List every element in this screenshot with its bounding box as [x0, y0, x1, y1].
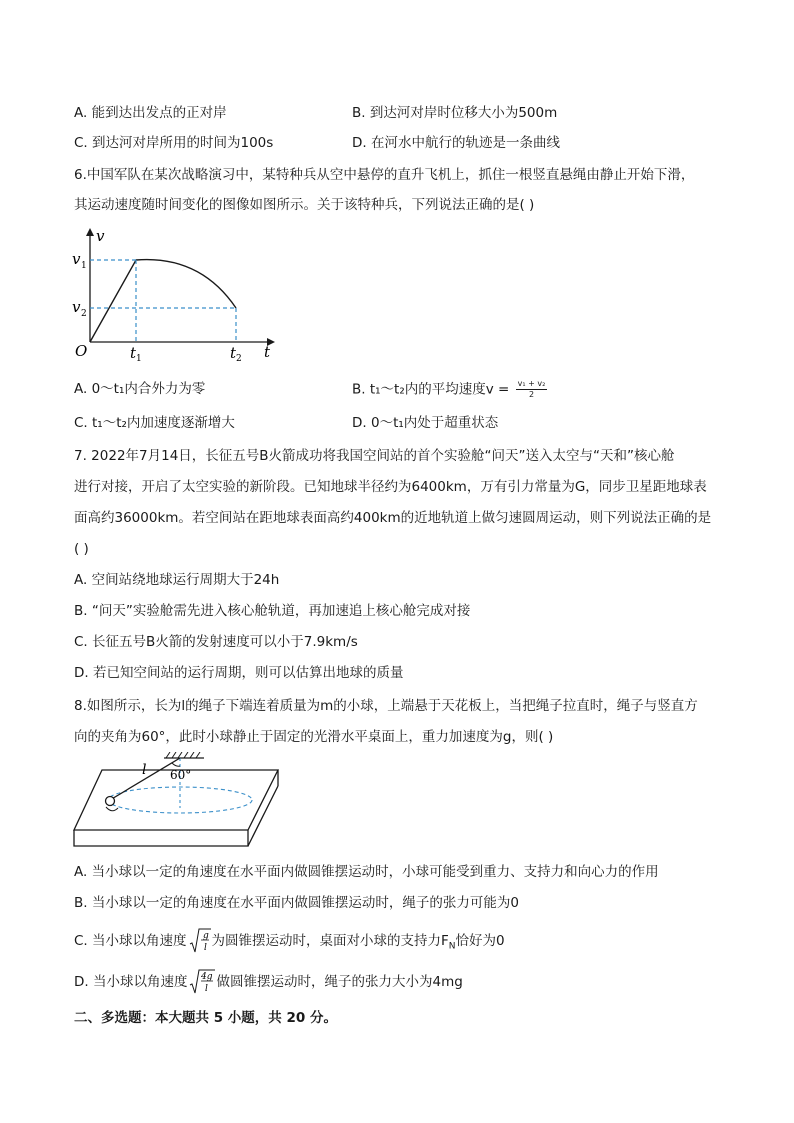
q6-velocity-time-graph [70, 225, 285, 365]
svg-text:l: l [203, 943, 207, 953]
q7-option-d: D. 若已知空间站的运行周期，则可以估算出地球的质量 [74, 665, 404, 681]
svg-text:t: t [230, 344, 237, 362]
q5-option-b: B. 到达河对岸时位移大小为500m [352, 105, 558, 121]
graph-origin-label: O [75, 342, 88, 360]
q7-option-b: B. “问天”实验舱需先进入核心舱轨道，再加速追上核心舱完成对接 [74, 603, 471, 619]
section-multi-choice-heading: 二、多选题：本大题共 5 小题，共 20 分。 [74, 1010, 337, 1026]
q8-option-d [74, 968, 463, 996]
svg-text:1: 1 [136, 354, 142, 364]
q6-option-b-text: B. t₁～t₂内的平均速度v = [352, 381, 510, 398]
q8-option-c [74, 927, 505, 957]
svg-text:l: l [205, 984, 209, 994]
graph-v-axis-label: v [96, 227, 105, 245]
graph-v1-label [72, 250, 87, 271]
q6-option-b-denominator: 2 [528, 390, 535, 399]
svg-text:g: g [202, 931, 209, 941]
svg-text:1: 1 [81, 261, 87, 271]
q6-option-a: A. 0～t₁内合外力为零 [74, 381, 206, 397]
q8-conical-pendulum-figure [72, 752, 282, 857]
q8-option-c-subscript: N [448, 941, 456, 952]
q7-stem-line1: 7. 2022年7月14日，长征五号B火箭成功将我国空间站的首个实验舱“问天”送入太空与“天和”核心舱 [74, 448, 675, 464]
q6-stem-line1: 6.中国军队在某次战略演习中，某特种兵从空中悬停的直升飞机上，抓住一根竖直悬绳由静止开始下滑， [74, 167, 695, 183]
q8-option-a: A. 当小球以一定的角速度在水平面内做圆锥摆运动时，小球可能受到重力、支持力和向心力的作用 [74, 864, 659, 880]
q5-option-a: A. 能到达出发点的正对岸 [74, 105, 227, 121]
q5-option-c: C. 到达河对岸所用的时间为100s [74, 135, 274, 151]
q8-option-b: B. 当小球以一定的角速度在水平面内做圆锥摆运动时，绳子的张力可能为0 [74, 895, 519, 911]
graph-v2-label [72, 298, 87, 319]
q7-option-c: C. 长征五号B火箭的发射速度可以小于7.9km/s [74, 634, 358, 650]
q6-option-b-fraction [516, 379, 548, 400]
svg-text:v: v [72, 298, 81, 316]
q7-stem-line3: 面高约36000km。若空间站在距地球表面高约400km的近地轨道上做匀速圆周运动，则下列说法正确的是 [74, 510, 712, 526]
q8-option-c-text: 为圆锥摆运动时，桌面对小球的支持力F [211, 933, 449, 949]
graph-t-axis-label: t [264, 343, 271, 361]
svg-text:2: 2 [236, 354, 242, 364]
q8-option-c-end: 恰好为0 [455, 933, 505, 949]
graph-t1-label [130, 344, 142, 364]
q6-stem-line2: 其运动速度随时间变化的图像如图所示。关于该特种兵，下列说法正确的是( ) [74, 197, 535, 213]
svg-text:t: t [130, 344, 137, 362]
q8-option-d-radical [189, 968, 215, 996]
q8-option-c-prefix: C. 当小球以角速度 [74, 933, 187, 949]
svg-text:4g: 4g [201, 972, 213, 982]
q6-option-c: C. t₁～t₂内加速度逐渐增大 [74, 415, 235, 431]
figure-l-label: l [142, 762, 147, 778]
q7-stem-line4: ( ) [74, 541, 89, 557]
q7-stem-line2: 进行对接，开启了太空实验的新阶段。已知地球半径约为6400km，万有引力常量为G，同步卫星距地球表 [74, 479, 707, 495]
q8-option-d-text: 做圆锥摆运动时，绳子的张力大小为4mg [216, 974, 463, 990]
graph-t2-label [230, 344, 242, 364]
q5-option-d: D. 在河水中航行的轨迹是一条曲线 [352, 135, 560, 151]
q8-option-d-prefix: D. 当小球以角速度 [74, 974, 188, 990]
svg-text:v: v [72, 250, 81, 268]
svg-text:2: 2 [81, 309, 87, 319]
q6-option-d: D. 0～t₁内处于超重状态 [352, 415, 499, 431]
figure-angle-label: 60° [170, 768, 192, 782]
q7-option-a: A. 空间站绕地球运行周期大于24h [74, 572, 280, 588]
q8-stem-line2: 向的夹角为60°，此时小球静止于固定的光滑水平桌面上，重力加速度为g，则( ) [74, 729, 554, 745]
q6-option-b [352, 379, 547, 400]
q6-option-b-numerator: v₁ + v₂ [517, 379, 546, 388]
q8-option-c-radical [189, 927, 211, 955]
q8-stem-line1: 8.如图所示，长为l的绳子下端连着质量为m的小球，上端悬于天花板上，当把绳子拉直时，绳子与竖直方 [74, 698, 698, 714]
